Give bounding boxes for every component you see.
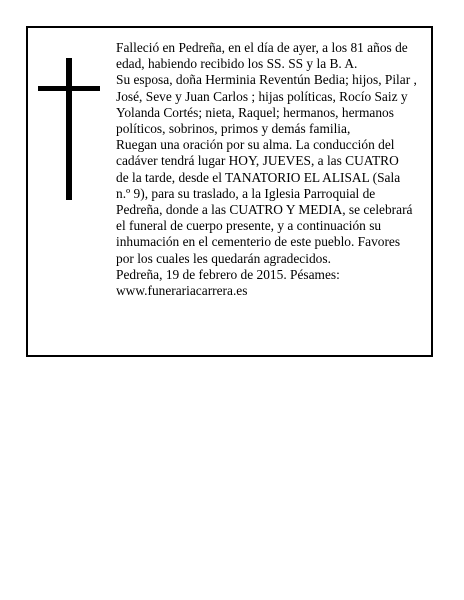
death-announcement: Falleció en Pedreña, en el día de ayer, a los 81 años de edad, habiendo recibido los SS. SS y la B. A. <box>116 40 408 72</box>
cross-vertical-bar <box>66 58 72 200</box>
cross-icon <box>38 58 100 200</box>
family-list: Su esposa, doña Herminia Reventún Bedia; hijos, Pilar , José, Seve y Juan Carlos ; hijas políticas, Rocío Saiz y Yolanda Cortés; nieta, Raquel; hermanos, hermanos políticos, sobrinos, primos y demás familia, <box>116 72 417 137</box>
obituary-notice <box>26 26 433 357</box>
notice-text <box>116 40 430 299</box>
funeral-details: Ruegan una oración por su alma. La conducción del cadáver tendrá lugar HOY, JUEVES, a las CUATRO de la tarde, desde el TANATORIO EL ALISAL (Sala n.º 9), para su traslado, a la Iglesia Parroquial de Pedreña, donde a las CUATRO Y MEDIA, se celebrará el funeral de cuerpo presente, y a continuación su inhumación en el cementerio de este pueblo. Favores por los cuales les quedarán agradecidos. <box>116 137 413 266</box>
cross-horizontal-bar <box>38 86 100 91</box>
date-and-condolences: Pedreña, 19 de febrero de 2015. Pésames: www.funerariacarrera.es <box>116 266 340 299</box>
